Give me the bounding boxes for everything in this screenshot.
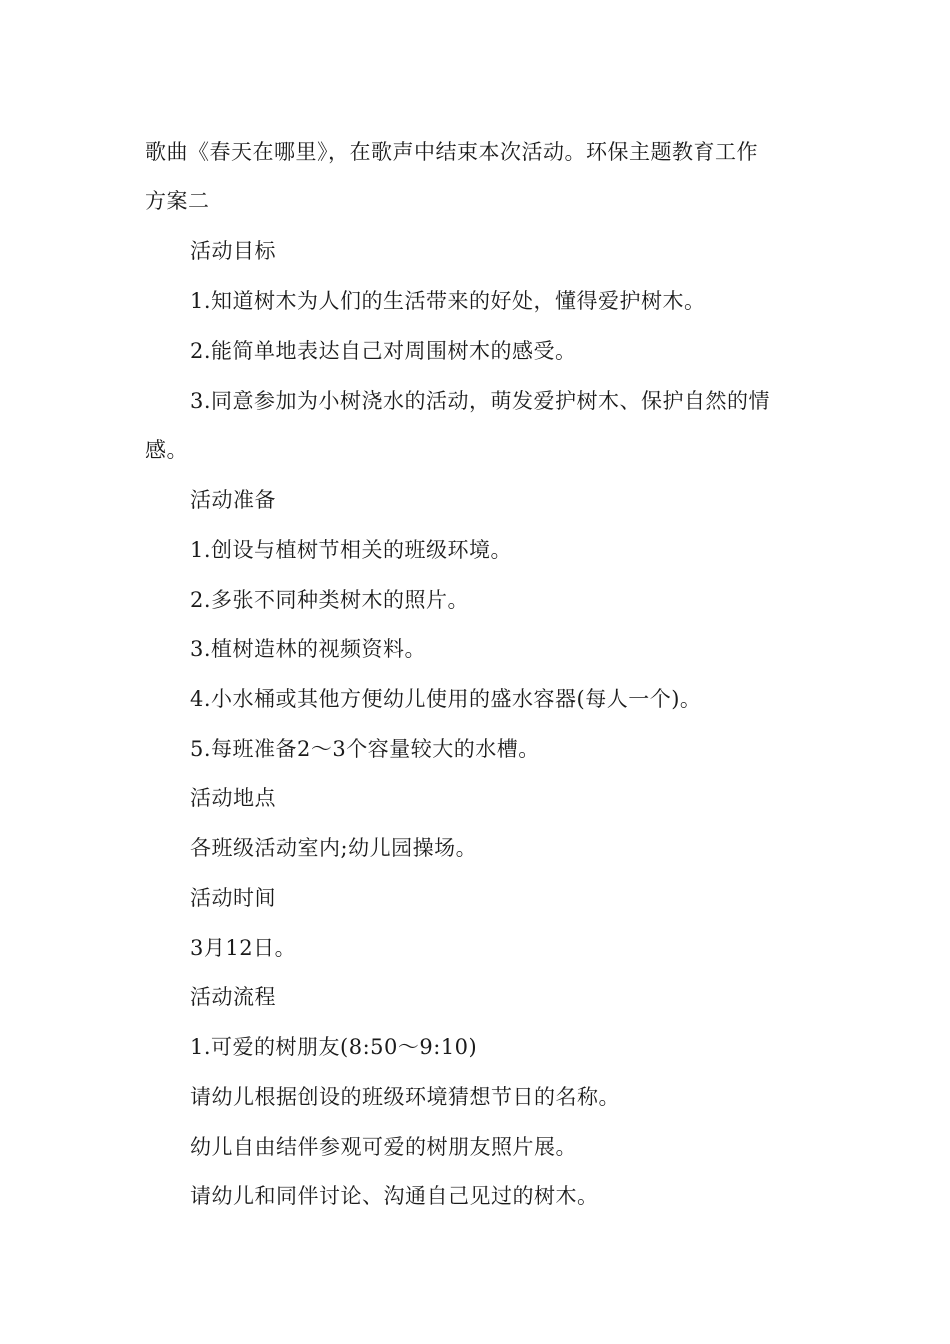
process-step-1: 1.可爱的树朋友(8:50～9:10) [190, 1035, 478, 1059]
section-heading-time: 活动时间 [190, 886, 276, 910]
goal-item-2: 2.能简单地表达自己对周围树木的感受。 [190, 339, 577, 363]
process-step-1-line-2: 幼儿自由结伴参观可爱的树朋友照片展。 [190, 1135, 577, 1159]
goal-item-3-continuation: 感。 [145, 438, 188, 462]
section-heading-process: 活动流程 [190, 985, 276, 1009]
time-text: 3月12日。 [190, 936, 297, 960]
section-heading-goals: 活动目标 [190, 239, 276, 263]
goal-item-1: 1.知道树木为人们的生活带来的好处，懂得爱护树木。 [190, 289, 706, 313]
preparation-item-3: 3.植树造林的视频资料。 [190, 637, 427, 661]
section-heading-preparation: 活动准备 [190, 488, 276, 512]
paragraph-line-continuation: 歌曲《春天在哪里》，在歌声中结束本次活动。环保主题教育工作 [145, 140, 758, 164]
preparation-item-1: 1.创设与植树节相关的班级环境。 [190, 538, 513, 562]
goal-item-3: 3.同意参加为小树浇水的活动，萌发爱护树木、保护自然的情 [190, 389, 771, 413]
process-step-1-line-1: 请幼儿根据创设的班级环境猜想节日的名称。 [190, 1085, 620, 1109]
preparation-item-4: 4.小水桶或其他方便幼儿使用的盛水容器(每人一个)。 [190, 687, 702, 711]
section-heading-location: 活动地点 [190, 786, 276, 810]
preparation-item-5: 5.每班准备2～3个容量较大的水槽。 [190, 737, 540, 761]
location-text: 各班级活动室内;幼儿园操场。 [190, 836, 478, 860]
preparation-item-2: 2.多张不同种类树木的照片。 [190, 588, 470, 612]
process-step-1-line-3: 请幼儿和同伴讨论、沟通自己见过的树木。 [190, 1184, 599, 1208]
paragraph-line-title-end: 方案二 [145, 189, 210, 213]
